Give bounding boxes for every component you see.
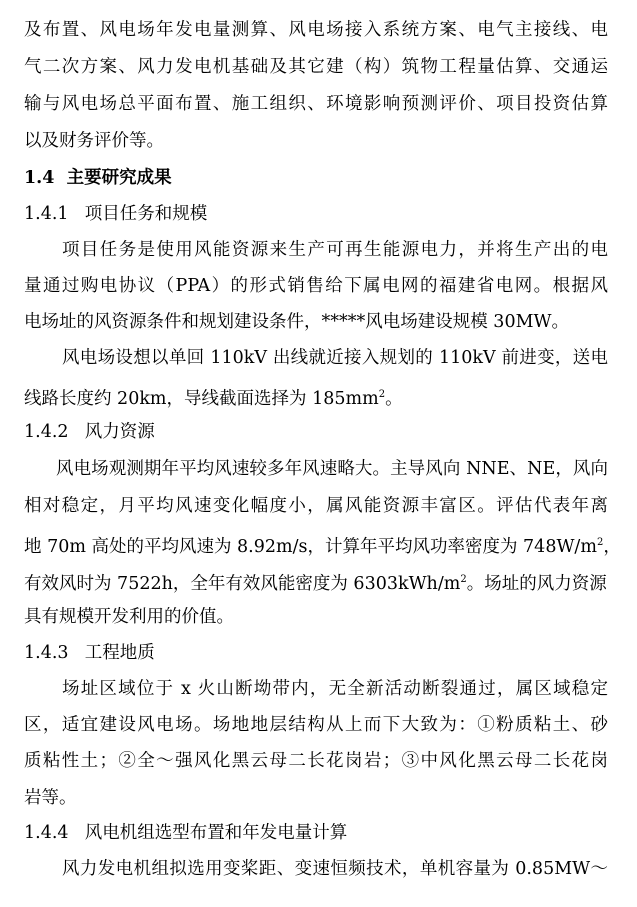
paragraph-line: 风力发电机组拟选用变桨距、变速恒频技术，单机容量为 0.85MW～ [62, 859, 608, 879]
paragraph-line [24, 380, 608, 410]
section-number: 1.4 [24, 168, 55, 188]
paragraph-line: 质粘性土；②全～强风化黑云母二长花岗岩；③中风化黑云母二长花岗 [24, 751, 608, 771]
section-number: 1.4.2 [24, 422, 69, 442]
section-number: 1.4.1 [24, 204, 69, 224]
section-title: 风力资源 [84, 422, 155, 442]
text-run: 有效风时为 7522h，全年有效风能密度为 6303kWh/m [24, 573, 461, 594]
text-run: 。场址的风力资源 [466, 573, 607, 594]
paragraph-line: 量通过购电协议（PPA）的形式销售给下属电网的福建省电网。根据风 [24, 276, 608, 296]
intro-line-3: 输与风电场总平面布置、施工组织、环境影响预测评价、项目投资估算 [24, 94, 608, 114]
section-number: 1.4.3 [24, 643, 69, 663]
superscript: 2 [378, 389, 386, 400]
superscript: 2 [460, 574, 467, 585]
paragraph-line: 电场址的风资源条件和规划建设条件，*****风电场建设规模 30MW。 [24, 312, 569, 332]
superscript: 2 [596, 537, 604, 548]
section-1-4-4-heading [24, 818, 608, 848]
section-number: 1.4.4 [24, 823, 69, 843]
paragraph-line: 场址区域位于 x 火山断坳带内，无全新活动断裂通过，属区域稳定 [62, 679, 608, 699]
section-1-4-2-heading [24, 417, 608, 447]
intro-line-1: 及布置、风电场年发电量测算、风电场接入系统方案、电气主接线、电 [24, 20, 608, 40]
paragraph-line: 区，适宜建设风电场。场地地层结构从上而下大致为：①粉质粘土、砂 [24, 715, 608, 735]
paragraph-line: 具有规模开发利用的价值。 [24, 607, 234, 627]
paragraph-line [24, 528, 621, 558]
section-title: 项目任务和规模 [84, 204, 208, 224]
section-1-4-1-heading [24, 199, 608, 229]
section-1-4-heading [24, 163, 608, 193]
intro-line-2: 气二次方案、风力发电机基础及其它建（构）筑物工程量估算、交通运 [24, 57, 608, 77]
text-run: ， [603, 536, 621, 557]
section-1-4-3-heading [24, 638, 608, 668]
paragraph-line: 风电场设想以单回 110kV 出线就近接入规划的 110kV 前进变，送电 [62, 348, 608, 368]
text-run: 地 70m 高处的平均风速为 8.92m/s，计算年平均风功率密度为 748W/m [24, 536, 597, 557]
paragraph-line: 项目任务是使用风能资源来生产可再生能源电力，并将生产出的电 [62, 240, 608, 260]
intro-line-4: 以及财务评价等。 [24, 131, 164, 151]
section-title: 风电机组选型布置和年发电量计算 [84, 823, 348, 843]
section-title: 主要研究成果 [66, 168, 172, 188]
text-run: 。 [385, 388, 403, 409]
paragraph-line: 风电场观测期年平均风速较多年风速略大。主导风向 NNE、NE，风向 [56, 459, 608, 479]
paragraph-line: 岩等。 [24, 788, 77, 808]
section-title: 工程地质 [84, 643, 155, 663]
paragraph-line [24, 565, 608, 595]
text-run: 线路长度约 20km，导线截面选择为 185mm [24, 388, 379, 409]
paragraph-line: 相对稳定，月平均风速变化幅度小，属风能资源丰富区。评估代表年离 [24, 496, 608, 516]
